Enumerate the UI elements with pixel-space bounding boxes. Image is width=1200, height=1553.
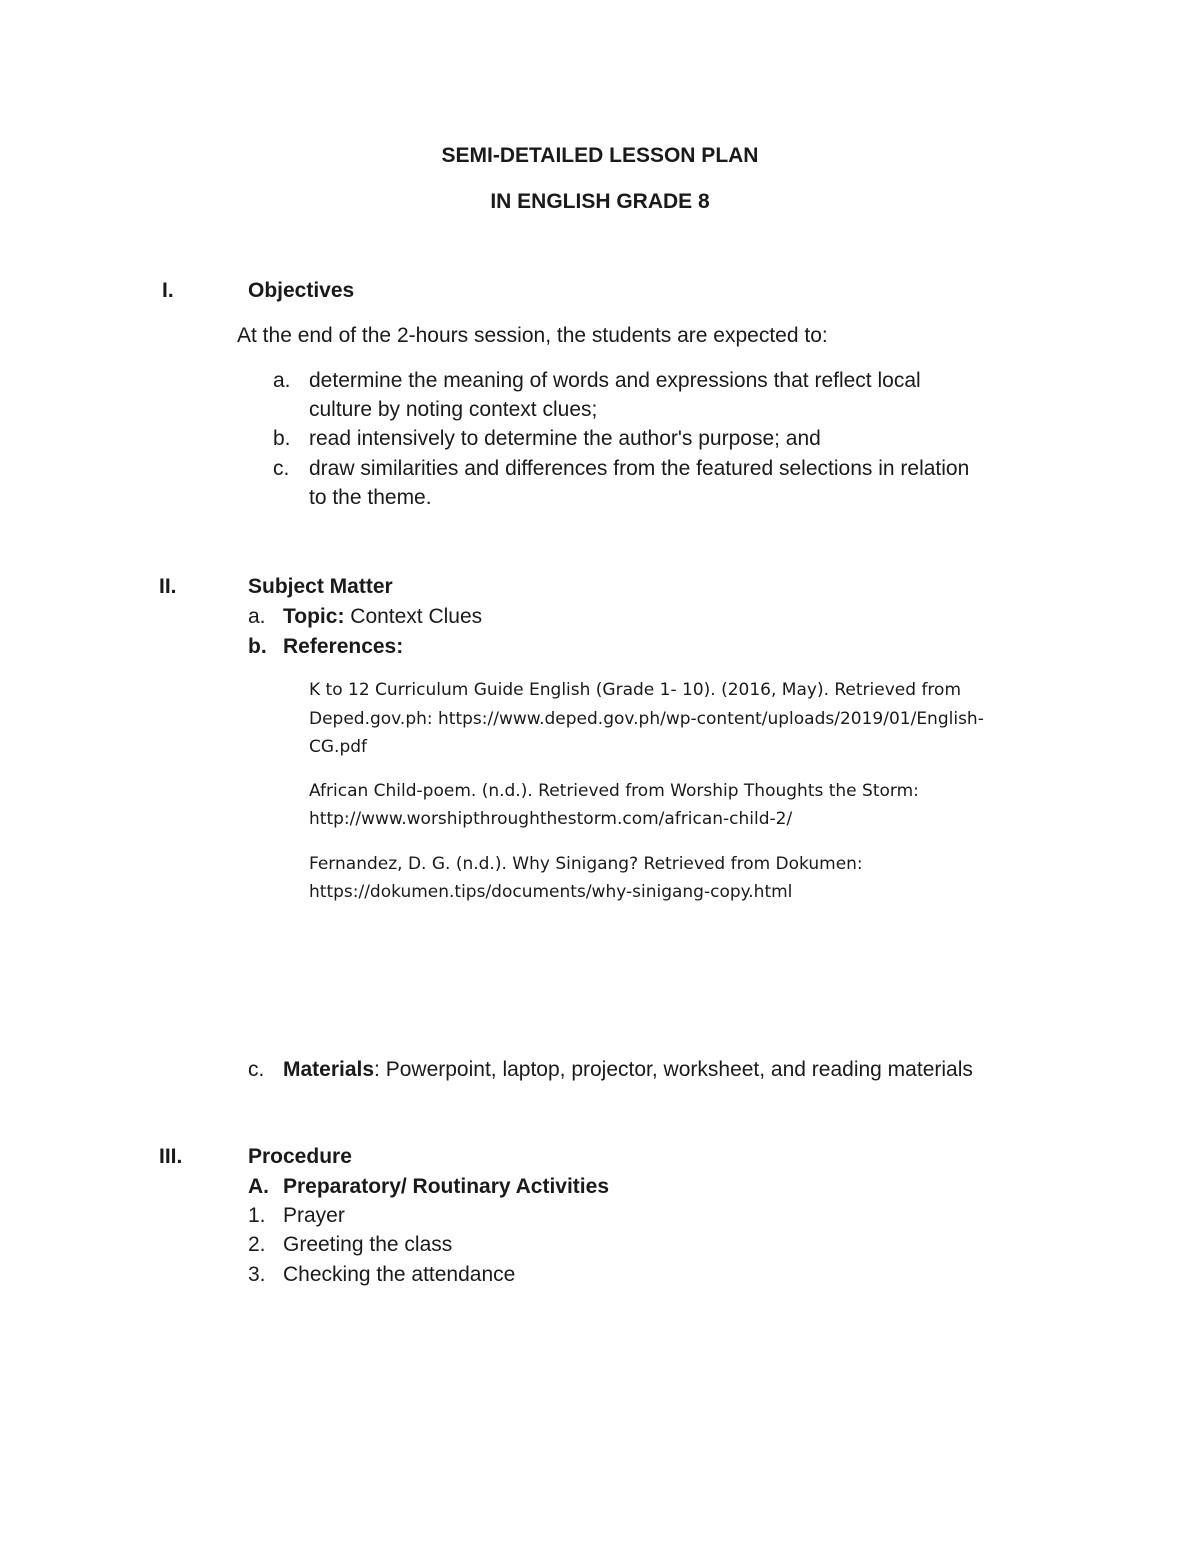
materials-line [283,1055,973,1085]
section-heading: Subject Matter [248,575,393,598]
reference-1-line1: K to 12 Curriculum Guide English (Grade 1- 10). (2016, May). Retrieved from [309,680,962,700]
reference-1-line3: CG.pdf [309,737,368,757]
section-numeral: III. [159,1145,183,1168]
list-marker: 2. [248,1233,266,1256]
objective-item-b-line1: read intensively to determine the author's purpose; and [309,427,821,450]
list-marker: 3. [248,1263,266,1286]
section-heading: Objectives [248,279,355,302]
document-title-line2: IN ENGLISH GRADE 8 [490,190,710,213]
topic-label: Topic: [283,605,345,628]
list-marker: c. [273,457,290,480]
list-marker: c. [248,1058,265,1081]
procedure-item: Checking the attendance [283,1263,516,1286]
list-marker: A. [248,1175,269,1198]
reference-2-line2: http://www.worshipthroughthestorm.com/african-child-2/ [309,809,793,829]
objective-item-c-line2: to the theme. [309,486,432,509]
document-title-line1: SEMI-DETAILED LESSON PLAN [441,144,759,167]
section-heading: Procedure [248,1145,352,1168]
reference-3-line1: Fernandez, D. G. (n.d.). Why Sinigang? Retrieved from Dokumen: [309,854,863,874]
reference-3-line2: https://dokumen.tips/documents/why-sinigang-copy.html [309,882,793,902]
list-marker: a. [248,605,266,628]
list-marker: b. [248,635,267,658]
materials-value: : Powerpoint, laptop, projector, worksheet, and reading materials [374,1058,973,1081]
list-marker: a. [273,369,291,392]
objective-item-a-line2: culture by noting context clues; [309,398,598,421]
objective-item-c-line1: draw similarities and differences from the featured selections in relation [309,457,970,480]
reference-2-line1: African Child-poem. (n.d.). Retrieved from Worship Thoughts the Storm: [309,781,919,801]
list-marker: b. [273,427,291,450]
objective-item-a-line1: determine the meaning of words and expressions that reflect local [309,369,921,392]
topic-line [283,602,482,632]
section-numeral: I. [162,279,174,302]
references-label: References: [283,635,404,658]
topic-value: Context Clues [344,605,483,628]
materials-label: Materials [283,1058,375,1081]
section-numeral: II. [159,575,177,598]
reference-1-line2: Deped.gov.ph: https://www.deped.gov.ph/wp-content/uploads/2019/01/English- [309,709,984,729]
list-marker: 1. [248,1204,266,1227]
procedure-item: Prayer [283,1204,345,1227]
procedure-item: Greeting the class [283,1233,453,1256]
subheading-preparatory: Preparatory/ Routinary Activities [283,1175,609,1198]
objectives-intro: At the end of the 2-hours session, the students are expected to: [237,324,828,347]
